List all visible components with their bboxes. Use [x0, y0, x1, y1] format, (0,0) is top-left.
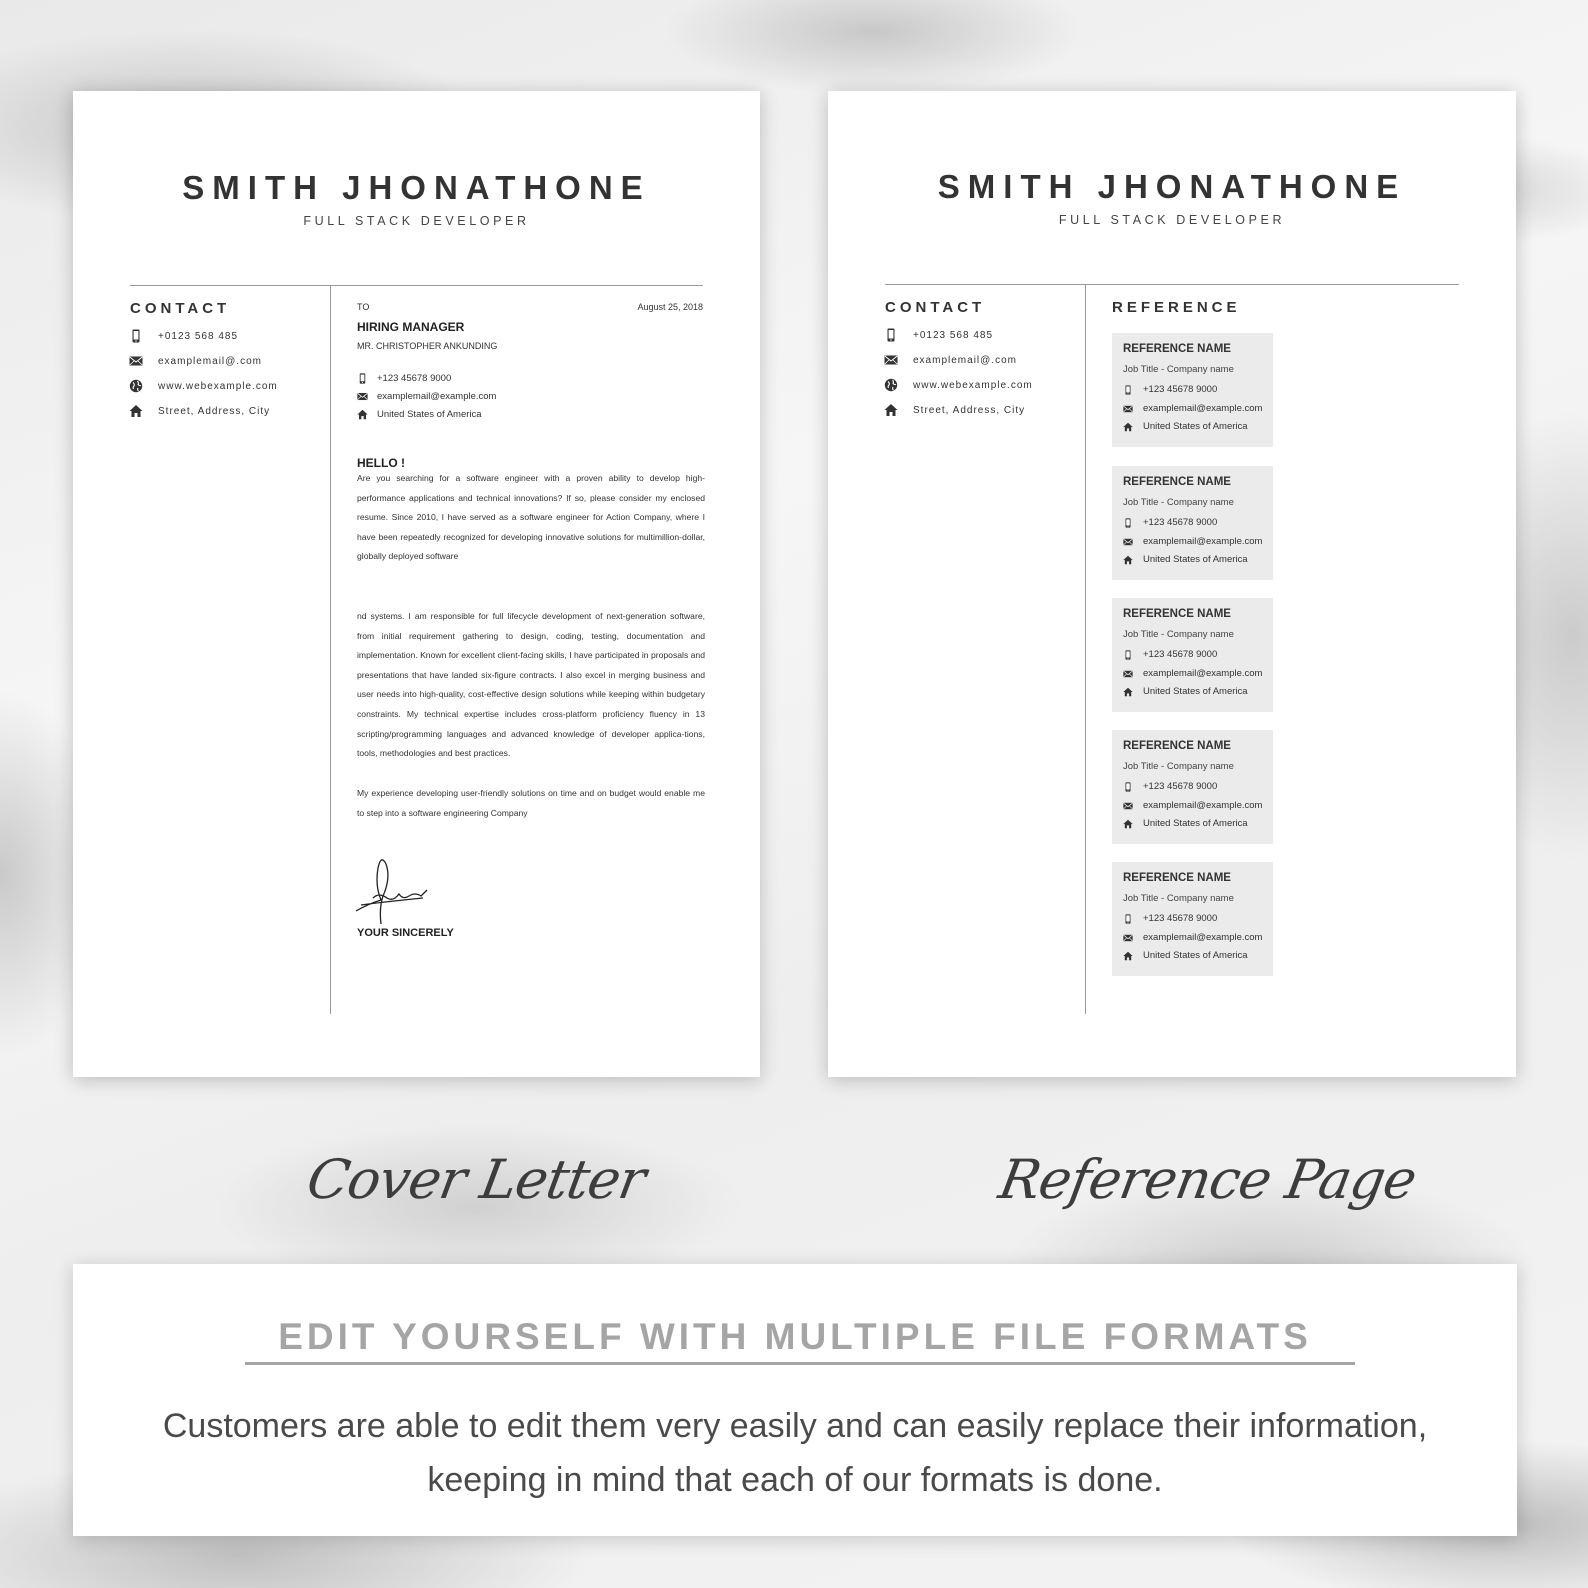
globe-icon: [129, 379, 143, 393]
reference-address-text: United States of America: [1143, 950, 1248, 961]
letter-closing: YOUR SINCERELY: [357, 927, 454, 939]
reference-address-text: United States of America: [1143, 686, 1248, 697]
contact-text: Street, Address, City: [913, 405, 1026, 416]
reference-card: [1112, 466, 1273, 580]
reference-section-title: REFERENCE: [1112, 299, 1241, 316]
reference-email-text: examplemail@example.com: [1143, 800, 1263, 811]
phone-icon: [129, 329, 143, 343]
reference-role: FULL STACK DEVELOPER: [1058, 213, 1286, 227]
contact-text: www.webexample.com: [158, 381, 278, 392]
recipient-contact-text: United States of America: [377, 409, 482, 420]
reference-phone-text: +123 45678 9000: [1143, 913, 1218, 924]
mail-icon: [1123, 669, 1133, 679]
reference-card-name: REFERENCE NAME: [1123, 476, 1231, 488]
reference-phone-text: +123 45678 9000: [1143, 781, 1218, 792]
home-icon: [1123, 951, 1133, 961]
reference-address-text: United States of America: [1143, 818, 1248, 829]
reference-page: [828, 91, 1516, 1077]
banner-heading-underline: [245, 1362, 1355, 1365]
phone-icon: [1123, 518, 1133, 528]
contact-text: examplemail@.com: [913, 355, 1017, 366]
cover-letter-page: [73, 91, 760, 1077]
reference-phone-text: +123 45678 9000: [1143, 517, 1218, 528]
phone-icon: [1123, 385, 1133, 395]
reference-card: [1112, 598, 1273, 712]
cover-column-divider: [330, 285, 331, 1014]
reference-card-name: REFERENCE NAME: [1123, 343, 1231, 355]
cover-letter-label: Cover Letter: [302, 1148, 650, 1211]
reference-phone-text: +123 45678 9000: [1143, 384, 1218, 395]
reference-header-divider: [885, 284, 1459, 285]
reference-card-name: REFERENCE NAME: [1123, 872, 1231, 884]
home-icon: [884, 403, 898, 417]
reference-card-job: Job Title - Company name: [1123, 364, 1234, 375]
reference-contact-title: CONTACT: [885, 299, 986, 316]
mail-icon: [357, 391, 368, 402]
reference-email-text: examplemail@example.com: [1143, 403, 1263, 414]
reference-page-label: Reference Page: [994, 1148, 1421, 1211]
phone-icon: [1123, 782, 1133, 792]
contact-text: www.webexample.com: [913, 380, 1033, 391]
reference-card-name: REFERENCE NAME: [1123, 740, 1231, 752]
contact-text: +0123 568 485: [913, 330, 994, 341]
to-label: TO: [357, 302, 370, 312]
banner-text: Customers are able to edit them very easily and can easily replace their information, keeping in mind that each of our formats is done.: [162, 1407, 1428, 1499]
cover-name: SMITH JHONATHONE: [182, 169, 651, 206]
letter-date: August 25, 2018: [637, 302, 703, 312]
phone-icon: [884, 328, 898, 342]
letter-paragraph-3: My experience developing user-friendly solutions on time and on budget would enable me to step into a software engineering Company: [357, 788, 705, 818]
home-icon: [1123, 555, 1133, 565]
letter-greeting: HELLO !: [357, 456, 405, 470]
phone-icon: [357, 373, 368, 384]
mail-icon: [884, 353, 898, 367]
mail-icon: [129, 354, 143, 368]
reference-address-text: United States of America: [1143, 554, 1248, 565]
reference-card: [1112, 333, 1273, 447]
reference-email-text: examplemail@example.com: [1143, 668, 1263, 679]
mail-icon: [1123, 801, 1133, 811]
phone-icon: [1123, 914, 1133, 924]
reference-card-job: Job Title - Company name: [1123, 893, 1234, 904]
reference-card-job: Job Title - Company name: [1123, 629, 1234, 640]
reference-card-job: Job Title - Company name: [1123, 761, 1234, 772]
reference-column-divider: [1085, 284, 1086, 1014]
contact-text: examplemail@.com: [158, 356, 262, 367]
home-icon: [129, 404, 143, 418]
recipient-name: MR. CHRISTOPHER ANKUNDING: [357, 341, 498, 351]
recipient-contact-text: +123 45678 9000: [377, 373, 452, 384]
mail-icon: [1123, 404, 1133, 414]
reference-name: SMITH JHONATHONE: [937, 168, 1407, 205]
banner-heading: EDIT YOURSELF WITH MULTIPLE FILE FORMATS: [278, 1316, 1312, 1357]
contact-text: Street, Address, City: [158, 406, 271, 417]
globe-icon: [884, 378, 898, 392]
reference-address-text: United States of America: [1143, 421, 1248, 432]
reference-email-text: examplemail@example.com: [1143, 536, 1263, 547]
mail-icon: [1123, 537, 1133, 547]
home-icon: [1123, 687, 1133, 697]
cover-header-divider: [130, 285, 703, 286]
reference-phone-text: +123 45678 9000: [1143, 649, 1218, 660]
cover-role: FULL STACK DEVELOPER: [303, 214, 530, 228]
cover-contact-title: CONTACT: [130, 300, 231, 317]
contact-text: +0123 568 485: [158, 331, 239, 342]
home-icon: [357, 409, 368, 420]
recipient-contact-text: examplemail@example.com: [377, 391, 497, 402]
signature: [353, 856, 433, 926]
info-banner: [73, 1264, 1517, 1536]
reference-card: [1112, 730, 1273, 844]
phone-icon: [1123, 650, 1133, 660]
recipient-title: HIRING MANAGER: [357, 320, 465, 334]
reference-email-text: examplemail@example.com: [1143, 932, 1263, 943]
mail-icon: [1123, 933, 1133, 943]
home-icon: [1123, 819, 1133, 829]
reference-card: [1112, 862, 1273, 976]
letter-paragraph-1: Are you searching for a software engineer with a proven ability to develop high-performance applications and technical innovations? If so, please consider my enclosed resume. Since 2010, I have served as a software engineer for Action Company, where I have been repeatedly recognized for developing innovative solutions for multimillion-dollar, globally deployed software: [357, 473, 705, 562]
home-icon: [1123, 422, 1133, 432]
reference-card-name: REFERENCE NAME: [1123, 608, 1231, 620]
letter-paragraph-2: nd systems. I am responsible for full lifecycle development of next-generation software, from initial requirement gathering to design, coding, testing, documentation and implementation. Known for excellent client-facing skills, I have participated in proposals and presentations that have landed six-figure contracts. I also excel in merging business and user needs into high-quality, cost-effective design solutions while keeping within budgetary constraints. My technical expertise includes cross-platform proficiency fluency in 13 scripting/programming languages and advanced knowledge of developer applica-tions, tools, methodologies and best practices.: [357, 611, 705, 759]
reference-card-job: Job Title - Company name: [1123, 497, 1234, 508]
